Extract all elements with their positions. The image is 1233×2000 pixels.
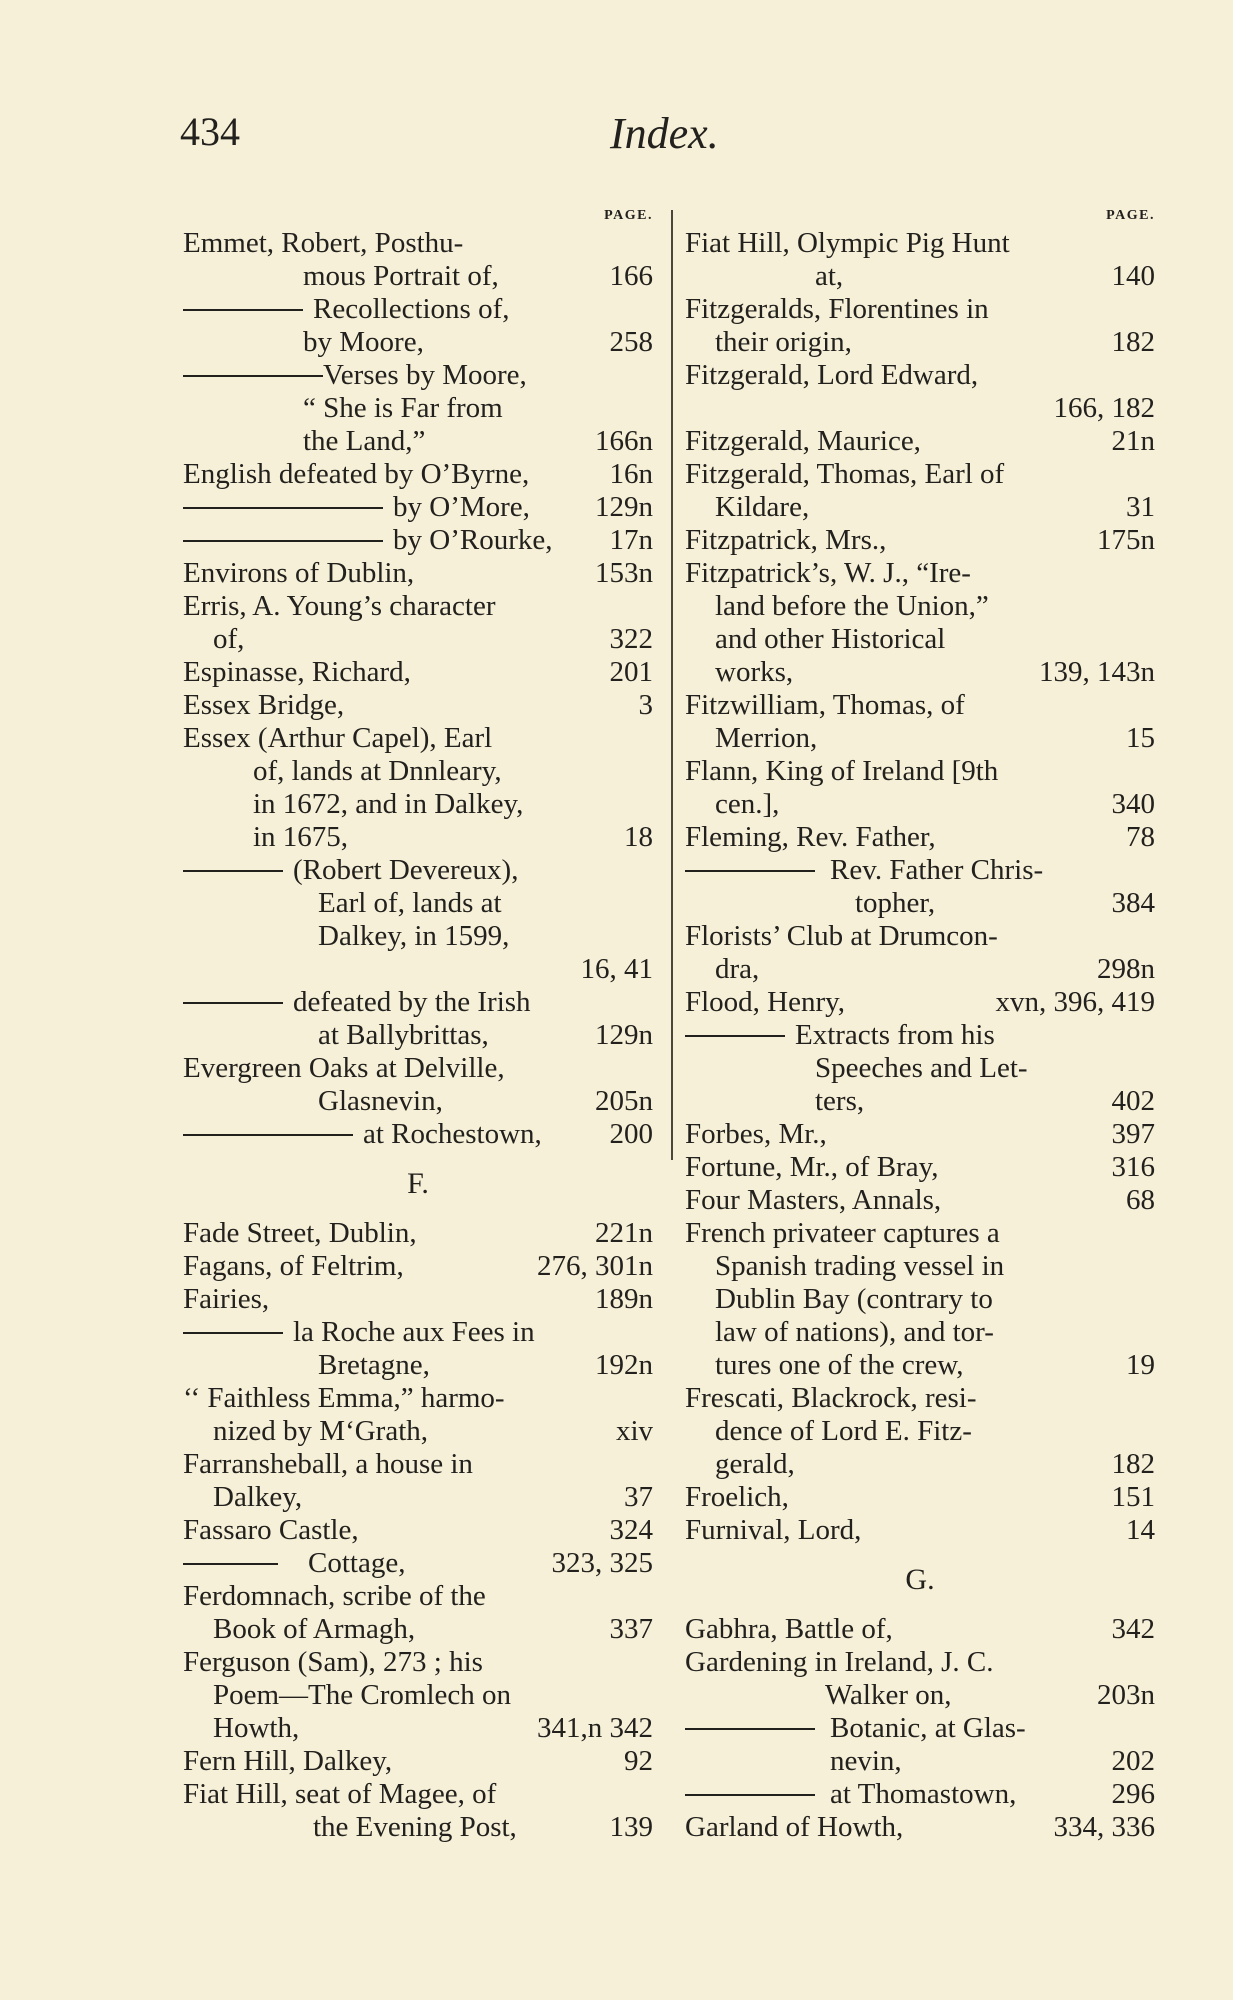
entry-page-ref: 37 <box>624 1481 653 1513</box>
entry-page-ref: 221n <box>595 1217 653 1249</box>
ditto-dash <box>183 309 303 311</box>
entry-page-ref: 139, 143n <box>1039 656 1155 688</box>
index-line <box>685 656 1155 689</box>
entries-f-continued <box>685 227 1155 1547</box>
index-line <box>183 1085 653 1118</box>
index-line <box>183 1580 653 1613</box>
entry-text: Dalkey, <box>213 1481 303 1513</box>
entry-text: French privateer captures a <box>685 1217 1000 1249</box>
index-line <box>183 458 653 491</box>
entry-page-ref: 182 <box>1111 326 1155 358</box>
entry-page-ref: 139 <box>609 1811 653 1843</box>
ditto-dash <box>183 870 283 872</box>
entry-text: Fitzgerald, Maurice, <box>685 425 921 457</box>
index-line <box>685 1316 1155 1349</box>
entry-page-ref: 166n <box>595 425 653 457</box>
entry-text: Howth, <box>213 1712 300 1744</box>
entry-page-ref: 384 <box>1111 887 1155 919</box>
entry-page-ref: 276, 301n <box>537 1250 653 1282</box>
column-divider <box>671 210 673 1160</box>
index-line <box>183 491 653 524</box>
entry-text: Fairies, <box>183 1283 270 1315</box>
index-line <box>183 1712 653 1745</box>
entry-text: Fitzgerald, Lord Edward, <box>685 359 979 391</box>
index-line <box>685 953 1155 986</box>
entry-page-ref: 31 <box>1126 491 1155 523</box>
index-line <box>685 1745 1155 1778</box>
page-header <box>180 108 740 168</box>
entry-text: topher, <box>855 887 936 919</box>
entry-page-ref: 189n <box>595 1283 653 1315</box>
entry-text: works, <box>715 656 794 688</box>
index-line <box>183 590 653 623</box>
index-line <box>685 1085 1155 1118</box>
entry-page-ref: 203n <box>1097 1679 1155 1711</box>
index-line <box>685 1118 1155 1151</box>
entry-text: the Evening Post, <box>313 1811 517 1843</box>
entry-text: Fortune, Mr., of Bray, <box>685 1151 939 1183</box>
entry-page-ref: 68 <box>1126 1184 1155 1216</box>
entry-text: Fade Street, Dublin, <box>183 1217 417 1249</box>
index-line <box>685 425 1155 458</box>
index-line <box>183 326 653 359</box>
entry-page-ref: 175n <box>1097 524 1155 556</box>
entry-text: in 1675, <box>253 821 349 853</box>
index-line <box>685 590 1155 623</box>
index-line <box>685 755 1155 788</box>
entry-text: in 1672, and in Dalkey, <box>253 788 524 820</box>
entry-text: dence of Lord E. Fitz- <box>715 1415 972 1447</box>
running-title: Index. <box>610 109 719 158</box>
entry-text: Poem—The Cromlech on <box>213 1679 512 1711</box>
entry-page-ref: 3 <box>638 689 653 721</box>
entry-page-ref: 202 <box>1111 1745 1155 1777</box>
entry-text: tures one of the crew, <box>715 1349 964 1381</box>
entry-text: Ferdomnach, scribe of the <box>183 1580 486 1612</box>
entry-page-ref: 153n <box>595 557 653 589</box>
entry-text: Four Masters, Annals, <box>685 1184 942 1216</box>
entry-text: Gardening in Ireland, J. C. <box>685 1646 994 1678</box>
index-line <box>183 1514 653 1547</box>
entry-page-ref: 140 <box>1111 260 1155 292</box>
index-line <box>183 359 653 392</box>
index-line <box>685 1646 1155 1679</box>
index-line <box>685 854 1155 887</box>
entry-text: Flann, King of Ireland [9th <box>685 755 999 787</box>
entry-page-ref: 17n <box>609 524 653 556</box>
entry-text: Fitzgerald, Thomas, Earl of <box>685 458 1005 490</box>
index-line <box>183 722 653 755</box>
index-line <box>183 1283 653 1316</box>
entry-text: and other Historical <box>715 623 946 655</box>
entry-page-ref: 337 <box>609 1613 653 1645</box>
index-line <box>183 887 653 920</box>
entry-page-ref: 402 <box>1111 1085 1155 1117</box>
page-number: 434 <box>180 109 240 154</box>
entry-text: cen.], <box>715 788 780 820</box>
index-line <box>183 623 653 656</box>
entry-page-ref: 205n <box>595 1085 653 1117</box>
index-line <box>685 1349 1155 1382</box>
entry-text: Frescati, Blackrock, resi- <box>685 1382 977 1414</box>
index-line <box>685 1283 1155 1316</box>
entry-text: Merrion, <box>715 722 818 754</box>
entry-text: Evergreen Oaks at Delville, <box>183 1052 505 1084</box>
entry-page-ref: 182 <box>1111 1448 1155 1480</box>
entry-text: their origin, <box>715 326 852 358</box>
index-line <box>183 260 653 293</box>
index-line <box>685 260 1155 293</box>
index-line <box>183 953 653 986</box>
entry-page-ref: 14 <box>1126 1514 1155 1546</box>
index-line <box>685 227 1155 260</box>
entry-text: Dublin Bay (contrary to <box>715 1283 993 1315</box>
index-line <box>685 1481 1155 1514</box>
right-column <box>685 205 1155 1844</box>
entry-text: Dalkey, in 1599, <box>318 920 510 952</box>
ditto-dash <box>685 1728 815 1730</box>
index-line <box>183 227 653 260</box>
entry-page-ref: 92 <box>624 1745 653 1777</box>
entry-text: Fitzwilliam, Thomas, of <box>685 689 965 721</box>
index-line <box>685 557 1155 590</box>
entry-text: Rev. Father Chris- <box>830 854 1044 886</box>
entry-text: Fagans, of Feltrim, <box>183 1250 404 1282</box>
entry-text: by Moore, <box>303 326 424 358</box>
index-line <box>183 557 653 590</box>
ditto-dash <box>183 1002 283 1004</box>
entry-text: at Ballybrittas, <box>318 1019 489 1051</box>
index-line <box>685 1382 1155 1415</box>
entry-text: Fiat Hill, seat of Magee, of <box>183 1778 497 1810</box>
index-line <box>183 392 653 425</box>
index-line <box>685 722 1155 755</box>
index-line <box>685 1613 1155 1646</box>
entry-page-ref: 323, 325 <box>551 1547 653 1579</box>
entry-page-ref: 166 <box>609 260 653 292</box>
entry-text: (Robert Devereux), <box>293 854 519 886</box>
entry-text: the Land,” <box>303 425 426 457</box>
entry-text: Farransheball, a house in <box>183 1448 473 1480</box>
index-line <box>685 986 1155 1019</box>
index-line <box>183 1778 653 1811</box>
entry-text: Book of Armagh, <box>213 1613 416 1645</box>
index-line <box>183 920 653 953</box>
index-line <box>685 293 1155 326</box>
ditto-dash <box>685 1794 815 1796</box>
ditto-dash <box>183 1332 283 1334</box>
index-line <box>183 788 653 821</box>
index-line <box>183 293 653 326</box>
entry-text: Fiat Hill, Olympic Pig Hunt <box>685 227 1010 259</box>
entry-page-ref: 16, 41 <box>580 953 653 985</box>
entry-page-ref: xiv <box>615 1415 653 1447</box>
entry-text: “ She is Far from <box>303 392 503 424</box>
index-line <box>685 821 1155 854</box>
entry-text: Spanish trading vessel in <box>715 1250 1005 1282</box>
index-line <box>685 524 1155 557</box>
entry-text: Speeches and Let- <box>815 1052 1028 1084</box>
entry-page-ref: 258 <box>609 326 653 358</box>
entries-g <box>685 1613 1155 1844</box>
entry-text: Espinasse, Richard, <box>183 656 411 688</box>
index-line <box>183 1811 653 1844</box>
index-line <box>685 1151 1155 1184</box>
entry-text: at Thomastown, <box>830 1778 1017 1810</box>
index-line <box>685 887 1155 920</box>
entry-text: Earl of, lands at <box>318 887 502 919</box>
index-line <box>183 1415 653 1448</box>
entry-text: of, <box>213 623 245 655</box>
index-line <box>183 1316 653 1349</box>
ditto-dash <box>685 870 815 872</box>
entry-text: dra, <box>715 953 760 985</box>
entry-text: Glasnevin, <box>318 1085 443 1117</box>
entry-text: Furnival, Lord, <box>685 1514 862 1546</box>
entry-text: Bretagne, <box>318 1349 430 1381</box>
entry-text: Erris, A. Young’s character <box>183 590 496 622</box>
index-line <box>685 788 1155 821</box>
entry-page-ref: 16n <box>609 458 653 490</box>
index-line <box>183 656 653 689</box>
index-line <box>685 1679 1155 1712</box>
index-line <box>685 1217 1155 1250</box>
entry-text: Fitzpatrick, Mrs., <box>685 524 887 556</box>
entry-text: ‘‘ Faithless Emma,” harmo- <box>183 1382 505 1414</box>
index-line <box>183 524 653 557</box>
entry-text: nized by M‘Grath, <box>213 1415 429 1447</box>
entry-page-ref: xvn, 396, 419 <box>995 986 1155 1018</box>
index-line <box>183 821 653 854</box>
index-line <box>685 1250 1155 1283</box>
section-heading-g: G. <box>905 1563 935 1596</box>
entry-text: la Roche aux Fees in <box>293 1316 535 1348</box>
entry-text: Environs of Dublin, <box>183 557 415 589</box>
entry-page-ref: 340 <box>1111 788 1155 820</box>
ditto-dash <box>183 540 383 542</box>
index-line <box>685 920 1155 953</box>
index-line <box>685 1019 1155 1052</box>
index-line <box>183 425 653 458</box>
index-line <box>183 1019 653 1052</box>
index-line <box>183 854 653 887</box>
entry-text: English defeated by O’Byrne, <box>183 458 530 490</box>
entry-page-ref: 21n <box>1111 425 1155 457</box>
entry-text: Fitzgeralds, Florentines in <box>685 293 989 325</box>
entries-e <box>183 227 653 1151</box>
index-line <box>685 623 1155 656</box>
entry-page-ref: 322 <box>609 623 653 655</box>
entry-text: Forbes, Mr., <box>685 1118 827 1150</box>
index-line <box>183 1382 653 1415</box>
index-line <box>685 1778 1155 1811</box>
index-line <box>685 392 1155 425</box>
index-line <box>183 1118 653 1151</box>
index-line <box>685 326 1155 359</box>
ditto-dash <box>183 507 383 509</box>
index-line <box>183 1349 653 1382</box>
entry-text: Flood, Henry, <box>685 986 846 1018</box>
ditto-dash <box>685 1035 785 1037</box>
entry-page-ref: 342 <box>1111 1613 1155 1645</box>
index-line <box>183 1481 653 1514</box>
entry-page-ref: 200 <box>609 1118 653 1150</box>
ditto-dash <box>183 375 323 377</box>
entry-text: Emmet, Robert, Posthu- <box>183 227 464 259</box>
entry-text: Gabhra, Battle of, <box>685 1613 893 1645</box>
entry-page-ref: 129n <box>595 491 653 523</box>
index-line <box>685 491 1155 524</box>
entry-text: ters, <box>815 1085 865 1117</box>
index-line <box>183 1646 653 1679</box>
entry-text: defeated by the Irish <box>293 986 531 1018</box>
entry-text: Fern Hill, Dalkey, <box>183 1745 393 1777</box>
entry-text: of, lands at Dnnleary, <box>253 755 502 787</box>
page-column-heading: PAGE. <box>1106 208 1155 223</box>
index-line <box>183 1052 653 1085</box>
entry-page-ref: 166, 182 <box>1053 392 1155 424</box>
index-line <box>685 1184 1155 1217</box>
entry-text: mous Portrait of, <box>303 260 499 292</box>
entry-text: gerald, <box>715 1448 795 1480</box>
entry-text: Essex Bridge, <box>183 689 345 721</box>
entry-text: by O’More, <box>393 491 530 523</box>
entry-page-ref: 201 <box>609 656 653 688</box>
index-line <box>183 755 653 788</box>
entry-page-ref: 296 <box>1111 1778 1155 1810</box>
entry-page-ref: 15 <box>1126 722 1155 754</box>
entry-page-ref: 129n <box>595 1019 653 1051</box>
ditto-dash <box>183 1134 353 1136</box>
entry-text: Fleming, Rev. Father, <box>685 821 936 853</box>
index-line <box>183 986 653 1019</box>
entry-page-ref: 334, 336 <box>1053 1811 1155 1843</box>
index-line <box>183 1217 653 1250</box>
entry-text: Fassaro Castle, <box>183 1514 359 1546</box>
entry-text: Kildare, <box>715 491 810 523</box>
entry-page-ref: 298n <box>1097 953 1155 985</box>
left-column <box>183 205 653 1844</box>
entry-text: Fitzpatrick’s, W. J., “Ire- <box>685 557 971 589</box>
entry-text: by O’Rourke, <box>393 524 553 556</box>
index-line <box>183 1745 653 1778</box>
entry-text: nevin, <box>830 1745 902 1777</box>
entry-text: Cottage, <box>308 1547 406 1579</box>
entry-text: land before the Union,” <box>715 590 989 622</box>
index-line <box>685 1712 1155 1745</box>
entry-text: Recollections of, <box>313 293 510 325</box>
entry-text: Ferguson (Sam), 273 ; his <box>183 1646 483 1678</box>
entry-page-ref: 192n <box>595 1349 653 1381</box>
section-heading-f: F. <box>407 1167 429 1200</box>
entry-text: Extracts from his <box>795 1019 995 1051</box>
index-line <box>685 458 1155 491</box>
entry-text: law of nations), and tor- <box>715 1316 994 1348</box>
entry-page-ref: 18 <box>624 821 653 853</box>
entry-page-ref: 316 <box>1111 1151 1155 1183</box>
entry-text: at Rochestown, <box>363 1118 542 1150</box>
entry-page-ref: 19 <box>1126 1349 1155 1381</box>
index-line <box>183 1448 653 1481</box>
entry-text: Essex (Arthur Capel), Earl <box>183 722 493 754</box>
index-line <box>685 1415 1155 1448</box>
index-line <box>183 1613 653 1646</box>
index-line <box>685 689 1155 722</box>
entry-text: Walker on, <box>825 1679 952 1711</box>
index-line <box>183 1250 653 1283</box>
entry-page-ref: 397 <box>1111 1118 1155 1150</box>
entry-text: Garland of Howth, <box>685 1811 904 1843</box>
page-column-heading: PAGE. <box>604 208 653 223</box>
index-line <box>685 1514 1155 1547</box>
entry-text: Verses by Moore, <box>323 359 527 391</box>
ditto-dash <box>183 1563 278 1565</box>
index-line <box>685 359 1155 392</box>
index-line <box>183 689 653 722</box>
index-line <box>685 1448 1155 1481</box>
entry-page-ref: 151 <box>1111 1481 1155 1513</box>
entry-page-ref: 78 <box>1126 821 1155 853</box>
entry-text: Florists’ Club at Drumcon- <box>685 920 998 952</box>
index-line <box>183 1679 653 1712</box>
entry-page-ref: 341,n 342 <box>537 1712 653 1744</box>
entry-text: Botanic, at Glas- <box>830 1712 1026 1744</box>
entries-f <box>183 1217 653 1844</box>
entry-text: Froelich, <box>685 1481 789 1513</box>
index-line <box>183 1547 653 1580</box>
entry-page-ref: 324 <box>609 1514 653 1546</box>
index-line <box>685 1052 1155 1085</box>
entry-text: at, <box>815 260 844 292</box>
index-line <box>685 1811 1155 1844</box>
